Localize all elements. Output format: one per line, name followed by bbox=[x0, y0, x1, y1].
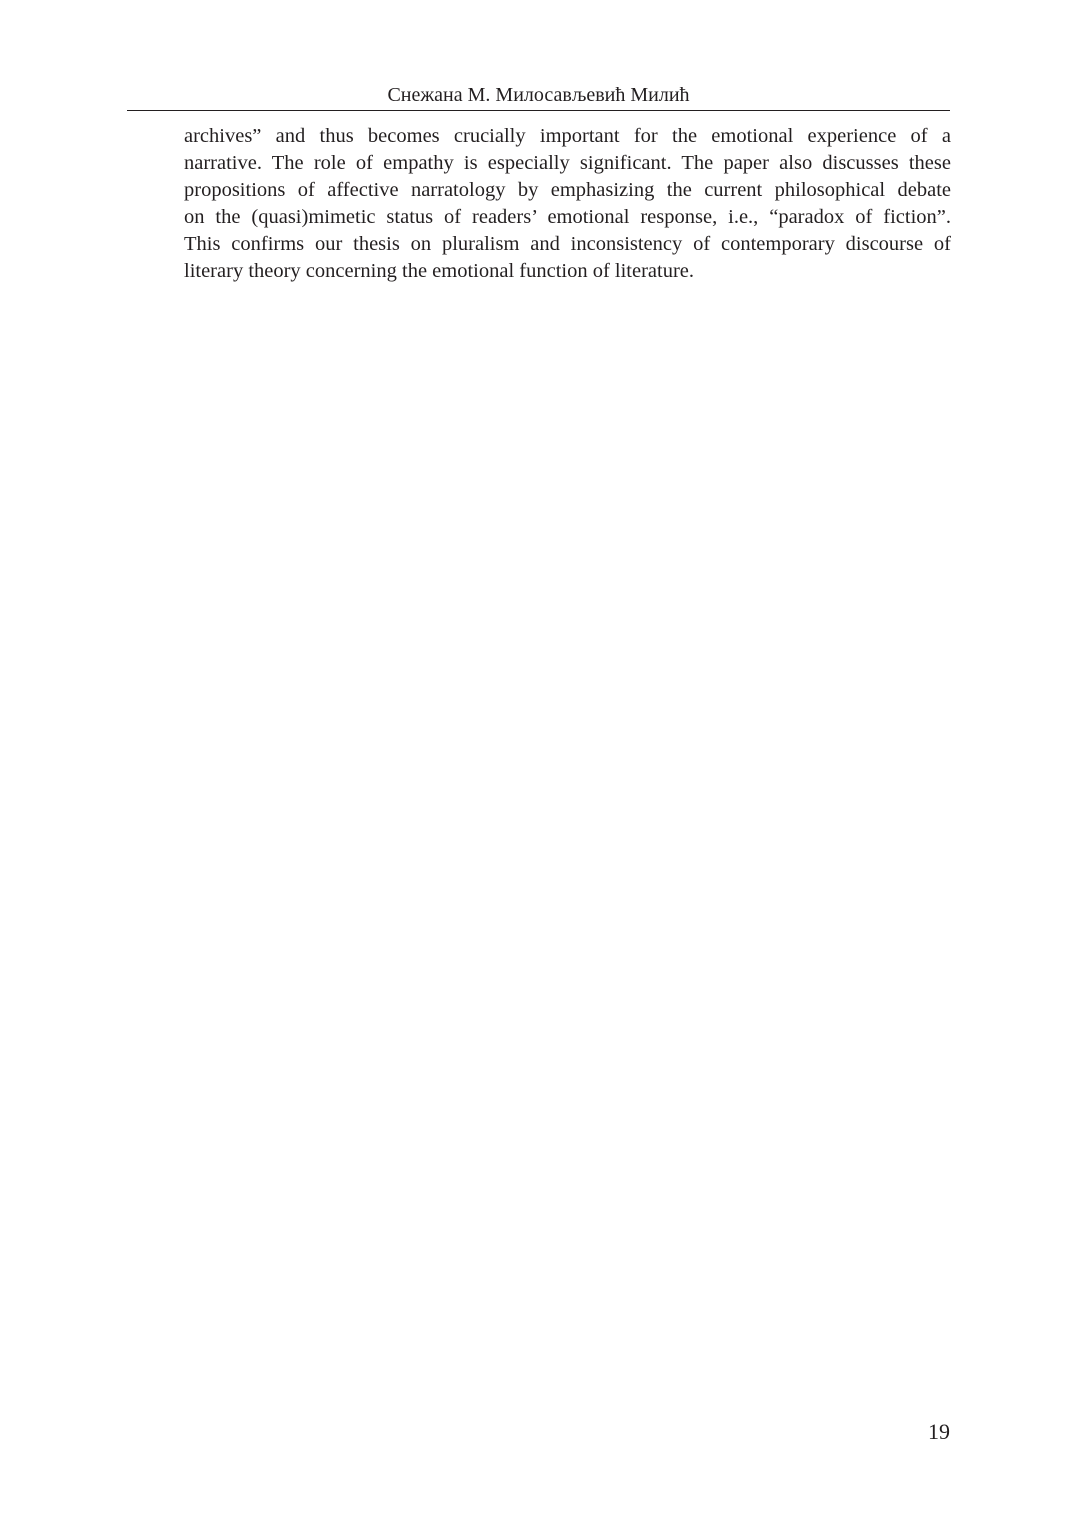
text-line: narrative. The role of empathy is especially significant. The paper also discusses these bbox=[184, 152, 951, 174]
text-line: propositions of affective narratology by emphasizing the current philosophical debate bbox=[184, 179, 951, 201]
text-line: archives” and thus becomes crucially important for the emotional experience of a bbox=[184, 125, 951, 147]
running-header: Снежана М. Милосављевић Милић bbox=[127, 80, 950, 111]
text-line: literary theory concerning the emotional function of literature. bbox=[184, 260, 695, 282]
page-number: 19 bbox=[928, 1419, 950, 1444]
text-line: on the (quasi)mimetic status of readers’ emotional response, i.e., “paradox of fiction”. bbox=[184, 206, 951, 228]
text-line: This confirms our thesis on pluralism and inconsistency of contemporary discourse of bbox=[184, 233, 951, 255]
abstract-text bbox=[184, 123, 951, 285]
